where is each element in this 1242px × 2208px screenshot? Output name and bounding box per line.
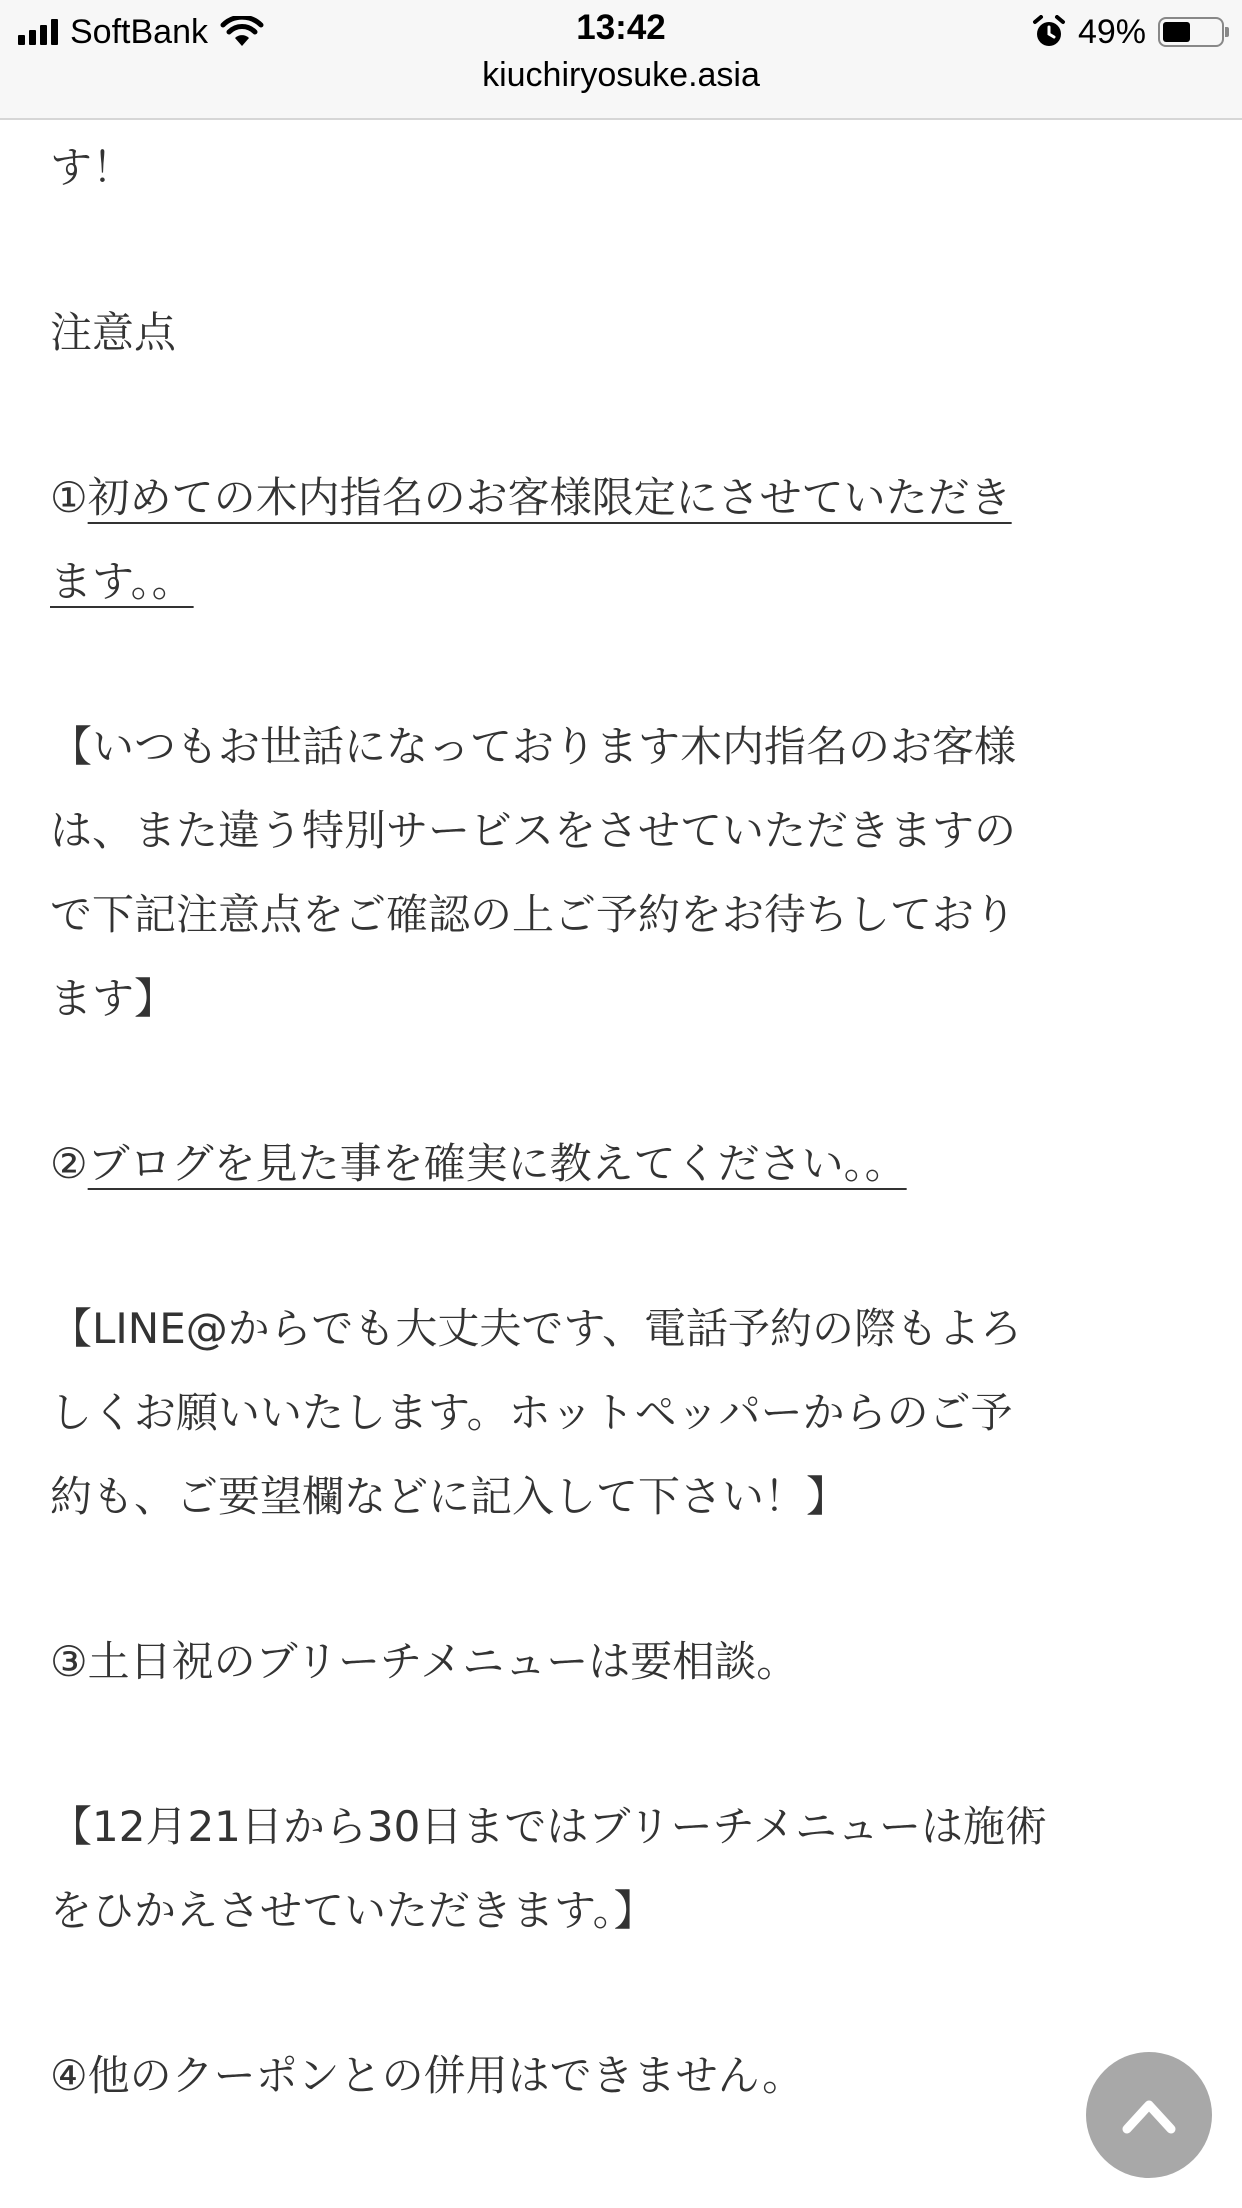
note-3-detail-line: 【12月21日から30日まではブリーチメニューは施術 — [50, 1802, 1047, 1851]
note-4-title: ④他のクーポンとの併用はできません。 — [50, 2051, 805, 2100]
back-to-top-button[interactable] — [1086, 2052, 1212, 2178]
note-2-detail-line: しくお願いいたします。ホットペッパーからのご予 — [50, 1388, 1013, 1437]
note-1-title-cont — [50, 540, 1192, 624]
battery-icon — [1158, 17, 1224, 47]
note-1-title — [50, 456, 1192, 540]
note-2-text: ブログを見た事を確実に教えてください。。 — [87, 1139, 907, 1188]
battery-percent: 49% — [1077, 12, 1146, 51]
chevron-up-icon — [1121, 2095, 1177, 2135]
status-time: 13:42 — [576, 8, 666, 47]
note-2-detail-line: 【LINE@からでも大丈夫です、電話予約の際もよろ — [50, 1304, 1022, 1353]
note-2-detail-line: 約も、ご要望欄などに記入して下さい！】 — [50, 1472, 849, 1521]
paragraph-fragment: す！ — [50, 143, 135, 192]
note-1-text: 初めての木内指名のお客様限定にさせていただき — [87, 473, 1012, 522]
alarm-icon — [1032, 15, 1066, 49]
note-2-title — [50, 1122, 1192, 1206]
note-1-detail-line: で下記注意点をご確認の上ご予約をお待ちしており — [50, 890, 1017, 939]
browser-top-bar — [0, 0, 1242, 120]
note-1-number: ① — [50, 473, 88, 522]
note-1-text-cont: ます。。 — [50, 557, 194, 606]
status-right — [1032, 10, 1224, 54]
note-1-detail-line: は、また違う特別サービスをさせていただきますの — [50, 806, 1017, 855]
note-1-detail-line: ます】 — [50, 974, 177, 1023]
article-body — [50, 126, 1192, 2118]
note-2-number: ② — [50, 1139, 88, 1188]
note-3-title: ③土日祝のブリーチメニューは要相談。 — [50, 1637, 799, 1686]
notes-heading: 注意点 — [50, 308, 177, 357]
note-1-detail-line: 【いつもお世話になっております木内指名のお客様 — [50, 722, 1017, 771]
note-3-detail-line: をひかえさせていただきます。】 — [50, 1886, 656, 1935]
url-bar[interactable]: kiuchiryosuke.asia — [482, 56, 760, 94]
battery-level-fill — [1163, 22, 1190, 42]
carrier-name: SoftBank — [70, 12, 208, 51]
